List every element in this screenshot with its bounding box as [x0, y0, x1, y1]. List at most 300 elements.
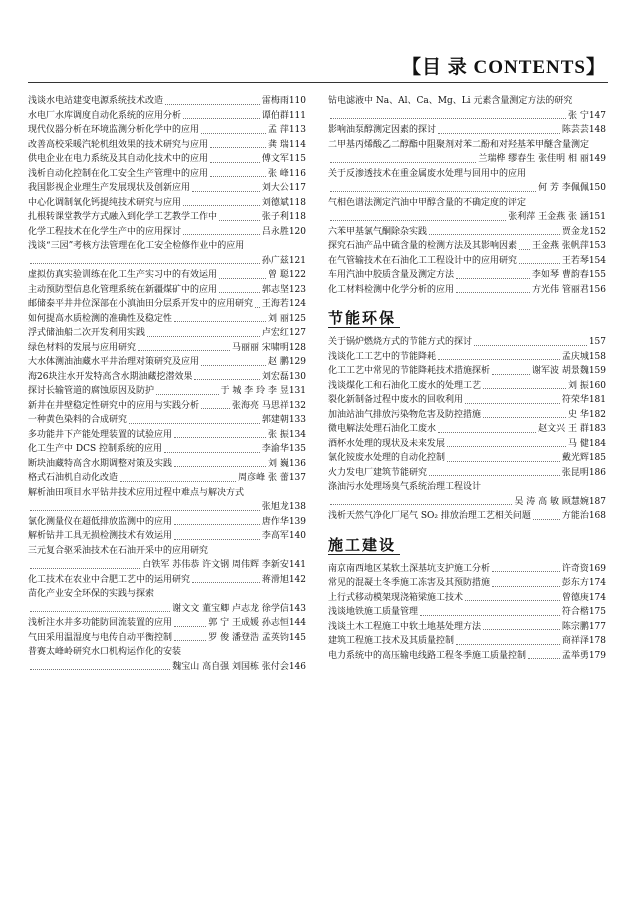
toc-line [28, 544, 306, 559]
toc-entry[interactable] [328, 123, 606, 138]
entry-author-page: 史 华182 [567, 409, 606, 420]
entry-title: 涤油污水处理场臭气系统治理工程设计 [328, 482, 482, 492]
toc-line [28, 457, 306, 472]
leader-dots [492, 374, 530, 375]
leader-dots [330, 118, 566, 119]
toc-entry[interactable] [28, 573, 306, 588]
toc-line [28, 515, 306, 530]
entry-author-page: 王若琴154 [561, 255, 606, 266]
toc-line [328, 225, 606, 240]
leader-dots [201, 408, 230, 409]
toc-entry[interactable] [28, 529, 306, 544]
entry-title: 邮储泰平井井位深部在小滇油田分层系开发中的应用研究 [28, 299, 254, 309]
leader-dots [465, 403, 560, 404]
toc-line [28, 109, 306, 124]
entry-title: 建筑工程施工技术及其质量控制 [328, 636, 455, 646]
leader-dots [330, 191, 536, 192]
toc-entry[interactable] [28, 471, 306, 486]
toc-entry[interactable] [328, 562, 606, 577]
toc-line [28, 660, 306, 675]
entry-author-page: 马丽丽 宋啸明128 [231, 342, 306, 353]
entry-author-page: 孟庆城158 [561, 351, 606, 362]
leader-dots [201, 133, 266, 134]
entry-author-page: 刘 巍136 [267, 458, 306, 469]
toc-line [28, 486, 306, 501]
leader-dots [30, 568, 140, 569]
leader-dots [210, 162, 260, 163]
toc-entry[interactable] [28, 355, 306, 370]
toc-entry[interactable] [328, 393, 606, 408]
entry-author-page: 张海亮 马思祥132 [231, 400, 306, 411]
toc-entry[interactable] [328, 196, 606, 225]
toc-line [28, 384, 306, 399]
leader-dots [447, 446, 566, 447]
entry-author-page: 谭伯群111 [261, 110, 306, 121]
toc-line [28, 239, 306, 254]
entry-author-page: 张子利118 [261, 212, 306, 222]
toc-line [28, 602, 306, 617]
entry-title: 改善高校采暖汽轮机组效果的技术研究与应用 [28, 139, 209, 150]
toc-entry[interactable] [28, 370, 306, 385]
toc-entry[interactable] [328, 335, 606, 350]
entry-title: 扎根转课堂教学方式融入到化学工艺教学工作中 [28, 212, 218, 222]
entry-author-page: 曾 聪122 [267, 270, 306, 280]
toc-line [328, 437, 606, 452]
leader-dots [255, 307, 260, 308]
toc-entry[interactable] [28, 94, 306, 109]
leader-dots [219, 220, 260, 221]
entry-title: 多功能井下产能处理装置的试验应用 [28, 429, 173, 440]
toc-line [28, 152, 306, 167]
entry-author-page: 张利萍 王金燕 张 涵151 [508, 212, 606, 222]
toc-line [28, 225, 306, 240]
toc-line [328, 576, 606, 591]
leader-dots [210, 176, 266, 177]
right-column [328, 94, 606, 663]
entry-title: 裂化新制备过程中废水的回收利用 [328, 395, 464, 405]
leader-dots [165, 104, 260, 105]
entry-author-page: 唐作华139 [261, 516, 306, 527]
entry-title: 主动预防型信息化管理系统在新疆煤矿中的应用 [28, 284, 218, 295]
toc-line [28, 196, 306, 211]
entry-author-page: 赵文兴 王 群183 [538, 424, 606, 434]
toc-line [328, 393, 606, 408]
toc-entry[interactable] [328, 605, 606, 620]
toc-entry[interactable] [328, 422, 606, 437]
toc-line [328, 239, 606, 254]
entry-author-page: 郭建朝133 [261, 415, 306, 425]
toc-entry[interactable] [328, 254, 606, 269]
contents-title: 【目 录 CONTENTS】 [401, 57, 606, 78]
toc-line [328, 283, 606, 298]
toc-entry[interactable] [328, 239, 606, 254]
toc-entry[interactable] [28, 196, 306, 211]
leader-dots [183, 205, 260, 206]
toc-entry[interactable] [328, 509, 606, 524]
entry-author-page: 郭 宁 王成媛 孙志恒144 [208, 618, 306, 628]
entry-author-page: 何 芳 李佩佩150 [538, 183, 606, 193]
leader-dots [147, 336, 260, 337]
toc-entry[interactable] [28, 457, 306, 472]
toc-entry[interactable] [28, 631, 306, 646]
entry-author-page: 贾金龙152 [561, 226, 606, 237]
entry-author-page: 孟 萍113 [267, 125, 306, 135]
toc-line [328, 123, 606, 138]
entry-title: 六苯甲基氯气酮除杂实践 [328, 226, 428, 237]
entry-author-page: 罗 俊 潘登浩 孟英钧145 [208, 632, 306, 643]
toc-entry[interactable] [28, 399, 306, 414]
toc-entry[interactable] [328, 268, 606, 283]
entry-title: 三元复合驱采油技术在石油开采中的应用研究 [28, 545, 209, 556]
entry-title: 探究石油产品中硫含量的检测方法及其影响因素 [328, 241, 518, 251]
entry-author-page: 周彦峰 张 蕾137 [238, 473, 306, 483]
entry-title: 气相色谱法测定汽油中甲醇含量的不确定度的评定 [328, 197, 527, 208]
toc-line [28, 442, 306, 457]
toc-entry[interactable] [328, 634, 606, 649]
entry-author-page: 符荣华181 [561, 395, 606, 405]
entry-title: 如何提高水质检测的准确性及稳定性 [28, 313, 173, 324]
toc-entry[interactable] [28, 167, 306, 182]
toc-line [28, 138, 306, 153]
entry-author-page: 魏宝山 高自强 刘国栋 张付会146 [172, 661, 306, 672]
toc-line [28, 471, 306, 486]
leader-dots [30, 669, 170, 670]
entry-title: 解析钻井工具无损检测技术有效运用 [28, 531, 173, 541]
entry-title: 氯化测量仪在超低排放监测中的应用 [28, 516, 173, 527]
section-heading-text: 施工建设 [328, 536, 400, 555]
leader-dots [174, 466, 266, 467]
toc-line [28, 413, 306, 428]
entry-author-page: 方光伟 管丽君156 [531, 284, 606, 295]
toc-entry[interactable] [28, 152, 306, 167]
leader-dots [120, 481, 236, 482]
toc-entry[interactable] [328, 437, 606, 452]
toc-entry[interactable] [28, 486, 306, 515]
leader-dots [30, 510, 260, 511]
toc-entry[interactable] [28, 384, 306, 399]
toc-line [28, 558, 306, 573]
entry-title: 中心化调制氧化钙提纯技术研究与应用 [28, 197, 182, 208]
entry-author-page: 蒋滑旭142 [261, 574, 306, 585]
leader-dots [30, 611, 170, 612]
toc-entry[interactable] [28, 413, 306, 428]
entry-author-page: 曾德庚174 [561, 592, 606, 603]
leader-dots [528, 658, 560, 659]
toc-line [28, 399, 306, 414]
entry-title: 解析油田项目水平钻井技术应用过程中难点与解决方式 [28, 487, 245, 498]
entry-title: 浅析自动化控制在化工安全生产管理中的应用 [28, 168, 209, 179]
entry-author-page: 张昆明186 [561, 467, 606, 478]
leader-dots [438, 432, 536, 433]
entry-author-page: 刘德斌118 [261, 197, 306, 208]
entry-title: 探讨长输管道的腐蚀原因及防护 [28, 386, 155, 396]
section-heading [328, 305, 606, 331]
entry-author-page: 陈芸芸148 [561, 125, 606, 135]
entry-title: 气田采用温湿度与电传自动平衡控制 [28, 632, 173, 643]
toc-line [28, 210, 306, 225]
toc-entry[interactable] [28, 326, 306, 341]
toc-entry[interactable] [328, 94, 606, 123]
entry-author-page: 张旭龙138 [261, 502, 306, 512]
toc-entry[interactable] [28, 645, 306, 674]
toc-line [28, 283, 306, 298]
entry-title: 南京南西地区某软土深基坑支护施工分析 [328, 563, 491, 574]
toc-entry[interactable] [28, 123, 306, 138]
entry-title: 浅析天然气净化厂尾气 SO₂ 排放治理工艺相关问题 [328, 511, 531, 521]
leader-dots [174, 437, 266, 438]
entry-title: 大水体测油油藏水平井治理对策研究及应用 [28, 357, 200, 367]
leader-dots [483, 388, 566, 389]
entry-author-page: 孙广兹121 [261, 255, 306, 266]
entry-title: 钻电滤液中 Na、Al、Ca、Mg、Li 元素含量测定方法的研究 [328, 96, 573, 106]
toc-line [328, 495, 606, 510]
leader-dots [192, 582, 260, 583]
toc-line [328, 94, 606, 109]
toc-line [28, 573, 306, 588]
entry-title: 微电解法处理石油化工废水 [328, 424, 437, 434]
toc-entry[interactable] [328, 350, 606, 365]
leader-dots [219, 292, 260, 293]
entry-author-page: 雷梅雨110 [261, 96, 306, 106]
header-rule [28, 82, 608, 83]
toc-entry[interactable] [328, 167, 606, 196]
leader-dots [438, 359, 560, 360]
section-heading-text: 节能环保 [328, 309, 400, 328]
toc-line [328, 152, 606, 167]
entry-title: 水电厂水库调度自动化系统的应用分析 [28, 110, 182, 121]
leader-dots [201, 365, 266, 366]
leader-dots [164, 452, 260, 453]
toc-entry[interactable] [328, 451, 606, 466]
entry-title: 一种黄色染料的合成研究 [28, 415, 128, 425]
entry-author-page: 傅文军115 [261, 154, 306, 164]
leader-dots [192, 191, 260, 192]
toc-line [28, 181, 306, 196]
entry-title: 苗化产业安全环保的实践与探索 [28, 589, 155, 599]
toc-line [328, 451, 606, 466]
leader-dots [330, 504, 512, 505]
entry-title: 浅谈化工工艺中的节能降耗 [328, 351, 437, 362]
leader-dots [174, 539, 260, 540]
entry-title: 海26块注水开发特高含水期油藏挖潜效果 [28, 371, 193, 382]
entry-title: 二甲基丙烯酸乙二醇酯中阻聚剂对苯二酚和对羟基苯甲醚含量测定 [328, 139, 590, 150]
entry-author-page: 彭东方174 [561, 578, 606, 588]
entry-title: 格式石油机自动化改造 [28, 473, 119, 483]
toc-line [328, 210, 606, 225]
entry-title: 化学工程技术在化学生产中的应用探讨 [28, 226, 182, 237]
entry-title: 浅谈土木工程施工中软土地基处理方法 [328, 621, 482, 632]
toc-line [28, 167, 306, 182]
toc-entry[interactable] [28, 225, 306, 240]
leader-dots [465, 600, 560, 601]
leader-dots [492, 571, 560, 572]
leader-dots [474, 345, 587, 346]
leader-dots [456, 644, 560, 645]
toc-line [28, 312, 306, 327]
toc-entry[interactable] [328, 138, 606, 167]
toc-line [328, 167, 606, 182]
entry-title: 上行式移动模架现浇箱梁施工技术 [328, 592, 464, 603]
leader-dots [174, 626, 206, 627]
entry-title: 化工技术在农业中合肥工艺中的运用研究 [28, 574, 191, 585]
toc-line [328, 605, 606, 620]
entry-author-page: 于 城 李 玲 李 昱131 [220, 386, 306, 396]
entry-title: 浅谈地铁施工质量管理 [328, 607, 419, 617]
toc-entry[interactable] [28, 239, 306, 268]
entry-author-page: 刘 丽125 [267, 313, 306, 324]
entry-author-page: 谢文文 董宝卿 卢志龙 徐学信143 [172, 603, 306, 614]
toc-line [328, 268, 606, 283]
toc-entry[interactable] [28, 181, 306, 196]
entry-author-page: 刘 振160 [567, 380, 606, 391]
toc-entry[interactable] [28, 616, 306, 631]
entry-author-page: 刘大公117 [261, 183, 306, 193]
entry-title: 电力系统中的高压输电线路工程冬季施工质量控制 [328, 650, 527, 661]
toc-line [28, 616, 306, 631]
page-header [0, 0, 636, 96]
leader-dots [174, 321, 266, 322]
entry-title: 影响油泵醇测定因素的探讨 [328, 125, 437, 135]
toc-line [28, 297, 306, 312]
toc-line [28, 268, 306, 283]
entry-title: 关于反渗透技术在重金属废水处理与回用中的应用 [328, 168, 527, 179]
entry-title: 氯化铵废水处理的自动化控制 [328, 453, 446, 463]
toc-line [28, 631, 306, 646]
leader-dots [519, 249, 530, 250]
toc-line [28, 370, 306, 385]
entry-author-page: 谢军波 胡景魏159 [531, 366, 606, 376]
leader-dots [30, 263, 260, 264]
toc-entry[interactable] [28, 587, 306, 616]
leader-dots [533, 519, 560, 520]
entry-author-page: 张 宁147 [567, 110, 606, 121]
entry-title: 浮式储油船二次开发利用实践 [28, 328, 146, 338]
toc-entry[interactable] [28, 297, 306, 312]
toc-entry[interactable] [328, 364, 606, 379]
entry-author-page: 商祥泽178 [561, 636, 606, 646]
leader-dots [156, 394, 219, 395]
entry-author-page: 郭志坚123 [261, 284, 306, 295]
toc-line [28, 123, 306, 138]
entry-title: 供电企业在电力系统及其自动化技术中的应用 [28, 154, 209, 164]
toc-line [328, 138, 606, 153]
entry-author-page: 陈宗鹏177 [561, 621, 606, 632]
toc-entry[interactable] [28, 544, 306, 573]
toc-entry[interactable] [28, 341, 306, 356]
toc-entry[interactable] [328, 466, 606, 481]
entry-title: 我国影视企业理生产发展现状及创新应用 [28, 183, 191, 193]
toc-entry[interactable] [28, 210, 306, 225]
toc-line [328, 620, 606, 635]
toc-line [328, 634, 606, 649]
leader-dots [456, 292, 530, 293]
entry-title: 车用汽油中胶质含量及测定方法 [328, 270, 455, 280]
toc-line [328, 350, 606, 365]
entry-title: 化工材料检测中化学分析的应用 [328, 284, 455, 295]
leader-dots [456, 278, 530, 279]
toc-entry[interactable] [328, 480, 606, 509]
leader-dots [447, 461, 560, 462]
leader-dots [210, 147, 266, 148]
toc-entry[interactable] [328, 620, 606, 635]
toc-entry[interactable] [328, 283, 606, 298]
section-heading [328, 532, 606, 558]
toc-line [328, 254, 606, 269]
leader-dots [483, 629, 560, 630]
toc-entry[interactable] [328, 379, 606, 394]
entry-author-page: 许奇资169 [561, 563, 606, 574]
toc-line [28, 500, 306, 515]
toc-entry[interactable] [28, 515, 306, 530]
leader-dots [492, 586, 560, 587]
leader-dots [183, 234, 260, 235]
leader-dots [183, 118, 260, 119]
entry-author-page: 李渝华135 [261, 444, 306, 454]
leader-dots [330, 220, 506, 221]
toc-entry[interactable] [328, 576, 606, 591]
toc-line [328, 181, 606, 196]
entry-title: 关于锅炉燃烧方式的节能方式的探讨 [328, 337, 473, 347]
toc-line [28, 94, 306, 109]
entry-author-page: 马 健184 [567, 438, 606, 449]
toc-entry[interactable] [28, 138, 306, 153]
leader-dots [138, 350, 230, 351]
entry-author-page: 白铁军 苏伟恭 许文钢 周伟辉 李新安141 [142, 560, 306, 570]
entry-author-page: 157 [588, 337, 606, 347]
toc-entry[interactable] [328, 225, 606, 240]
toc-line [28, 645, 306, 660]
entry-title: 绿色材料的发展与应用研究 [28, 342, 137, 353]
entry-author-page: 孟举勇179 [561, 650, 606, 661]
entry-author-page: 李高军140 [261, 531, 306, 541]
entry-title: 新井在井壁稳定性研究中的应用与实践分析 [28, 400, 200, 411]
toc-entry[interactable] [28, 428, 306, 443]
toc-line [328, 649, 606, 664]
toc-entry[interactable] [28, 312, 306, 327]
toc-line [28, 326, 306, 341]
toc-entry[interactable] [328, 591, 606, 606]
toc-entry[interactable] [28, 283, 306, 298]
entry-title: 化工工艺中常见的节能降耗技术措施探析 [328, 366, 491, 376]
toc-line [328, 109, 606, 124]
entry-author-page: 符合楷175 [561, 607, 606, 617]
toc-entry[interactable] [28, 442, 306, 457]
entry-author-page: 王金燕 张帆萍153 [531, 241, 606, 251]
entry-author-page: 卢宏红127 [261, 328, 306, 338]
entry-title: 现代仪器分析在环境监测分析化学中的应用 [28, 125, 200, 135]
entry-author-page: 兰瑞桦 缪春生 张佳明 相 丽149 [478, 154, 606, 164]
toc-line [328, 408, 606, 423]
toc-line [28, 587, 306, 602]
entry-title: 常见的混凝土冬季施工冻害及其预防措施 [328, 578, 491, 588]
toc-line [328, 466, 606, 481]
toc-line [328, 335, 606, 350]
toc-line [28, 341, 306, 356]
leader-dots [429, 234, 560, 235]
entry-author-page: 张 峰116 [267, 168, 306, 179]
entry-title: 酒杯水处理的现状及未来发展 [328, 438, 446, 449]
toc-entry[interactable] [28, 268, 306, 283]
toc-entry[interactable] [28, 109, 306, 124]
entry-author-page: 刘宏磊130 [261, 371, 306, 382]
entry-title: 加油站油气排放污染物危害及防控措施 [328, 409, 482, 420]
toc-entry[interactable] [328, 649, 606, 664]
toc-line [328, 379, 606, 394]
toc-entry[interactable] [328, 408, 606, 423]
toc-line [328, 364, 606, 379]
toc-line [328, 509, 606, 524]
toc-line [328, 422, 606, 437]
